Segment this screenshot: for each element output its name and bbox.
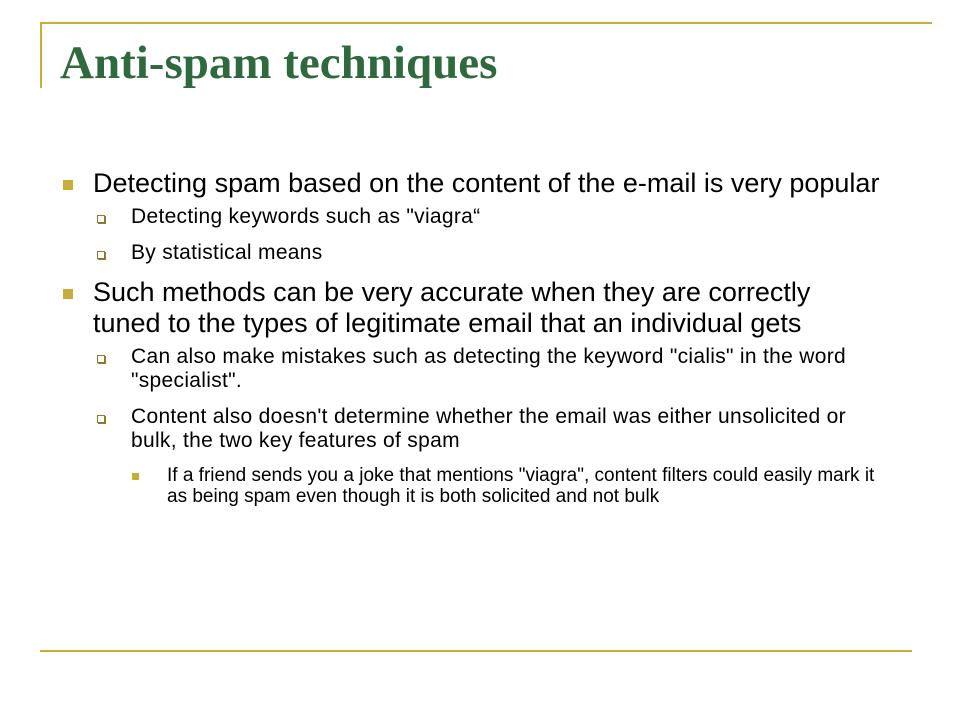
frame-left-rule [40,22,42,88]
square-bullet-icon [132,473,139,480]
square-bullet-icon [63,180,73,190]
sub-sub-bullet-friend-joke [60,465,880,507]
bullet-accuracy [60,277,880,339]
hollow-square-bullet-icon [97,215,105,223]
hollow-square-bullet-icon [97,415,105,423]
bullet-text: Detecting spam based on the content of the e-mail is very popular [93,168,880,198]
bullet-content-detection [60,168,880,199]
square-bullet-icon [63,289,73,299]
frame-top-rule [40,22,932,24]
sub-bullet-text: Can also make mistakes such as detecting the keyword "cialis" in the word "specialist". [131,345,846,392]
sub-bullet-mistakes [60,345,880,393]
sub-bullet-unsolicited [60,405,880,453]
hollow-square-bullet-icon [97,355,105,363]
frame-bottom-rule [40,650,912,652]
sub-bullet-statistical [60,241,880,265]
slide-body [60,168,880,515]
sub-bullet-text: Content also doesn't determine whether the email was either unsolicited or bulk, the two key features of spam [131,405,846,452]
sub-sub-bullet-text: If a friend sends you a joke that mentions "viagra", content filters could easily mark it as being spam even though it is both solicited and not bulk [167,465,875,507]
sub-bullet-text: Detecting keywords such as "viagra“ [131,205,481,228]
sub-bullet-text: By statistical means [131,241,323,264]
sub-bullet-keywords [60,205,880,229]
slide-title: Anti-spam techniques [60,37,498,89]
bullet-text: Such methods can be very accurate when they are correctly tuned to the types of legitimate email that an individual gets [93,277,811,338]
hollow-square-bullet-icon [97,251,105,259]
